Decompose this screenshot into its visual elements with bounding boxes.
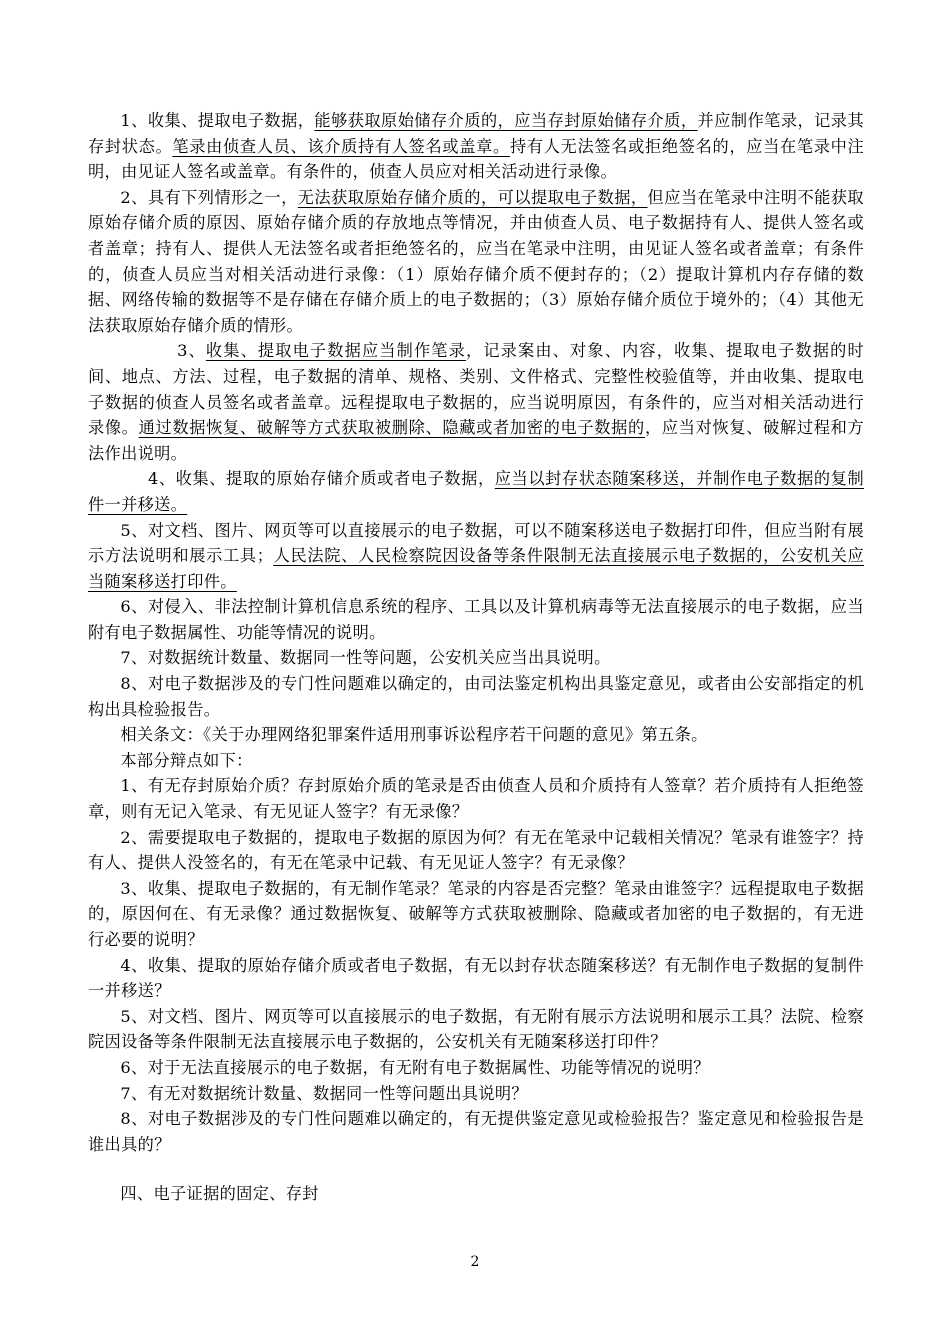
paragraph-p16 [88, 1055, 864, 1081]
text-segment: 2、需要提取电子数据的，提取电子数据的原因为何？有无在笔录中记载相关情况？笔录有谁签字？持有人、提供人没签名的，有无在笔录中记载、有无见证人签字？有无录像？ [88, 827, 864, 873]
text-segment: 2、具有下列情形之一， [120, 187, 298, 207]
underlined-text: 人民法院、人民检察院因设备等条件限制无法直接展示电子数据的，公安机关应当随案移送打印件。 [88, 546, 864, 591]
paragraph-p2 [88, 185, 864, 339]
paragraph-p1 [88, 108, 864, 185]
text-segment: 1、有无存封原始介质？存封原始介质的笔录是否由侦查人员和介质持有人签章？若介质持有人拒绝签章，则有无记入笔录、有无见证人签字？有无录像？ [88, 776, 864, 822]
paragraph-p5 [88, 518, 864, 595]
text-segment: 相关条文：《关于办理网络犯罪案件适用刑事诉讼程序若干问题的意见》第五条。 [120, 725, 708, 745]
text-segment: ，记录案由、对象、内容，收集、提取电子数据的时间、地点、方法、过程，电子数据的清单、规格、类别、文件格式、完整性校验值等，并由收集、提取电子数据的侦查人员签名或者盖章。远程提取电子数据的，应当说明原因，有条件的，应当对相关活动进行录像。 [88, 341, 864, 438]
paragraph-p17 [88, 1081, 864, 1107]
paragraph-p15 [88, 1004, 864, 1055]
text-segment: 持有人无法签名或拒绝签名的，应当在笔录中注明，由见证人签名或盖章。有条件的，侦查人员应对相关活动进行录像。 [88, 136, 865, 182]
text-segment: 4、收集、提取的原始存储介质或者电子数据，有无以封存状态随案移送？有无制作电子数据的复制件一并移送？ [88, 955, 864, 1001]
text-segment: 1、收集、提取电子数据， [120, 111, 315, 130]
underlined-text: 笔录由侦查人员、该介质持有人签名或盖章。 [172, 136, 510, 156]
underlined-text: 无法获取原始存储介质的，可以提取电子数据， [297, 187, 648, 207]
text-segment: 5、对文档、图片、网页等可以直接展示的电子数据，可以不随案移送电子数据打印件，但应当附有展示方法说明和展示工具； [88, 520, 864, 566]
paragraph-p9 [88, 722, 864, 748]
text-segment: 4、收集、提取的原始存储介质或者电子数据， [147, 469, 495, 489]
paragraph-p11 [88, 773, 864, 824]
text-segment: 本部分辩点如下： [120, 750, 253, 770]
paragraph-p12 [88, 825, 864, 876]
document-body [88, 108, 864, 1157]
text-segment: 6、对侵入、非法控制计算机信息系统的程序、工具以及计算机病毒等无法直接展示的电子数据，应当附有电子数据属性、功能等情况的说明。 [88, 597, 864, 642]
paragraph-p14 [88, 953, 864, 1004]
text-segment: 8、对电子数据涉及的专门性问题难以确定的，由司法鉴定机构出具鉴定意见，或者由公安部指定的机构出具检验报告。 [88, 674, 864, 719]
text-segment: 7、对数据统计数量、数据同一性等问题，公安机关应当出具说明。 [120, 648, 611, 668]
text-segment: 7、有无对数据统计数量、数据同一性等问题出具说明？ [120, 1083, 528, 1103]
text-segment: 6、对于无法直接展示的电子数据，有无附有电子数据属性、功能等情况的说明？ [120, 1057, 710, 1077]
underlined-text: 能够获取原始储存介质的，应当存封原始储存介质， [314, 111, 698, 130]
paragraph-p10 [88, 748, 864, 774]
text-segment: ，应当对恢复、破解过程和方法作出说明。 [88, 418, 864, 463]
paragraph-p8 [88, 671, 864, 722]
paragraph-p13 [88, 876, 864, 953]
text-segment: 5、对文档、图片、网页等可以直接展示的电子数据，有无附有展示方法说明和展示工具？法院、检察院因设备等条件限制无法直接展示电子数据的，公安机关有无随案移送打印件？ [88, 1006, 864, 1052]
text-segment: 并应制作笔录，记录其存封状态。 [88, 111, 865, 156]
underlined-text: 收集、提取电子数据应当制作笔录 [205, 341, 466, 361]
underlined-text: 应当以封存状态随案移送，并制作电子数据的复制件一并移送。 [88, 469, 864, 514]
paragraph-p3 [88, 338, 864, 466]
paragraph-p4 [88, 466, 864, 517]
text-segment: 8、对电子数据涉及的专门性问题难以确定的，有无提供鉴定意见或检验报告？鉴定意见和检验报告是谁出具的？ [88, 1109, 864, 1154]
paragraph-p18 [88, 1106, 864, 1157]
text-segment: 但应当在笔录中注明不能获取原始存储介质的原因、原始存储介质的存放地点等情况，并由侦查人员、电子数据持有人、提供人签名或者盖章；持有人、提供人无法签名或者拒绝签名的，应当在笔录中注明，由见证人签名或者盖章；有条件的，侦查人员应当对相关活动进行录像：（1）原始存储介质不便封存的；（2）提取计算机内存存储的数据、网络传输的数据等不是存储在存储介质上的电子数据的；（3）原始存储介质位于境外的；（4）其他无法获取原始存储介质的情形。 [88, 187, 864, 335]
paragraph-p7 [88, 645, 864, 671]
text-segment: 3、收集、提取电子数据的，有无制作笔录？笔录的内容是否完整？笔录由谁签字？远程提取电子数据的，原因何在、有无录像？通过数据恢复、破解等方式获取被删除、隐藏或者加密的电子数据的，有无进行必要的说明？ [88, 878, 864, 949]
text-segment: 3、 [177, 341, 206, 361]
page-number: 2 [470, 1254, 480, 1270]
underlined-text: 通过数据恢复、破解等方式获取被删除、隐藏或者加密的电子数据的 [138, 418, 645, 438]
paragraph-p6 [88, 594, 864, 645]
section-heading: 四、电子证据的固定、存封 [120, 1184, 319, 1203]
